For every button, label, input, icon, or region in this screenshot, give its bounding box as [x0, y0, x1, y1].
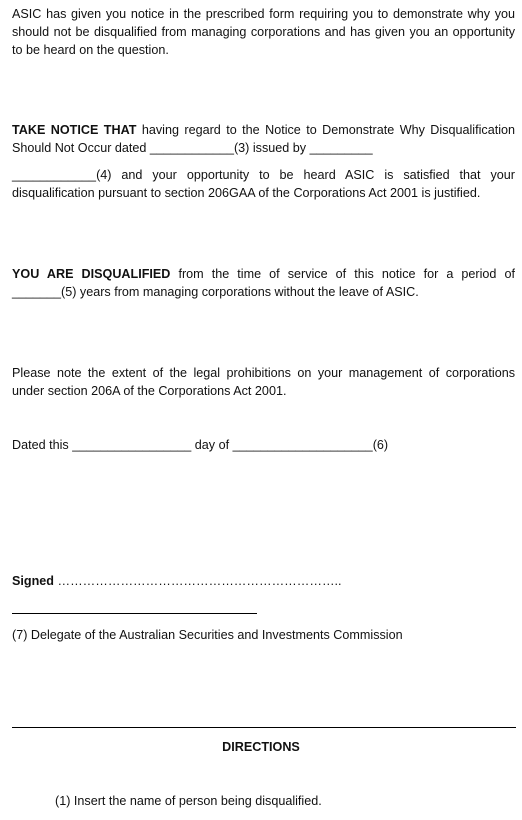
disqualified-paragraph	[12, 265, 515, 301]
dated-line	[12, 436, 515, 454]
direction-item: (1) Insert the name of person being disqualified.	[55, 794, 322, 808]
note-paragraph: Please note the extent of the legal prohibitions on your management of corporations under section 206A of the Corporations Act 2001.	[12, 366, 515, 398]
take-notice-paragraph-continued	[12, 166, 515, 202]
take-notice-text-1: having regard to the Notice to Demonstrate Why Disqualification Should Not Occur dated	[12, 123, 516, 155]
take-notice-lead: TAKE NOTICE THAT	[12, 123, 137, 137]
dated-mid: day of	[191, 438, 233, 452]
signature-dots: …………………………………………………………..	[53, 574, 342, 588]
section-divider	[12, 727, 516, 728]
disqualified-text-1: from the time of service of this notice for a period of	[170, 267, 515, 281]
month-blank: ____________________	[232, 438, 373, 452]
opportunity-blank: ____________	[12, 168, 97, 182]
signed-label: Signed	[12, 574, 54, 588]
disqualified-lead: YOU ARE DISQUALIFIED	[12, 267, 171, 281]
take-notice-ref-3: (3) issued by	[233, 141, 310, 155]
delegate-line: (7) Delegate of the Australian Securities and Investments Commission	[12, 628, 403, 642]
signature-line	[12, 613, 257, 614]
take-notice-paragraph	[12, 121, 515, 157]
day-blank: _________________	[72, 438, 192, 452]
disqualified-text-2: (5) years from managing corporations without the leave of ASIC.	[61, 285, 419, 299]
dated-label: Dated this	[12, 438, 73, 452]
intro-paragraph: ASIC has given you notice in the prescribed form requiring you to demonstrate why you should not be disqualified from managing corporations and has given you an opportunity to be heard on the question.	[12, 7, 515, 57]
dated-ref: (6)	[372, 438, 389, 452]
take-notice-text-2: (4) and your opportunity to be heard ASIC is satisfied that your disqualification pursuant to section 206GAA of the Corporations Act 2001 is justified.	[12, 168, 515, 200]
date-blank: ____________	[149, 141, 234, 155]
period-blank: _______	[12, 285, 62, 299]
issuer-blank: _________	[309, 141, 373, 155]
directions-heading: DIRECTIONS	[222, 740, 300, 754]
signed-line	[12, 572, 515, 590]
